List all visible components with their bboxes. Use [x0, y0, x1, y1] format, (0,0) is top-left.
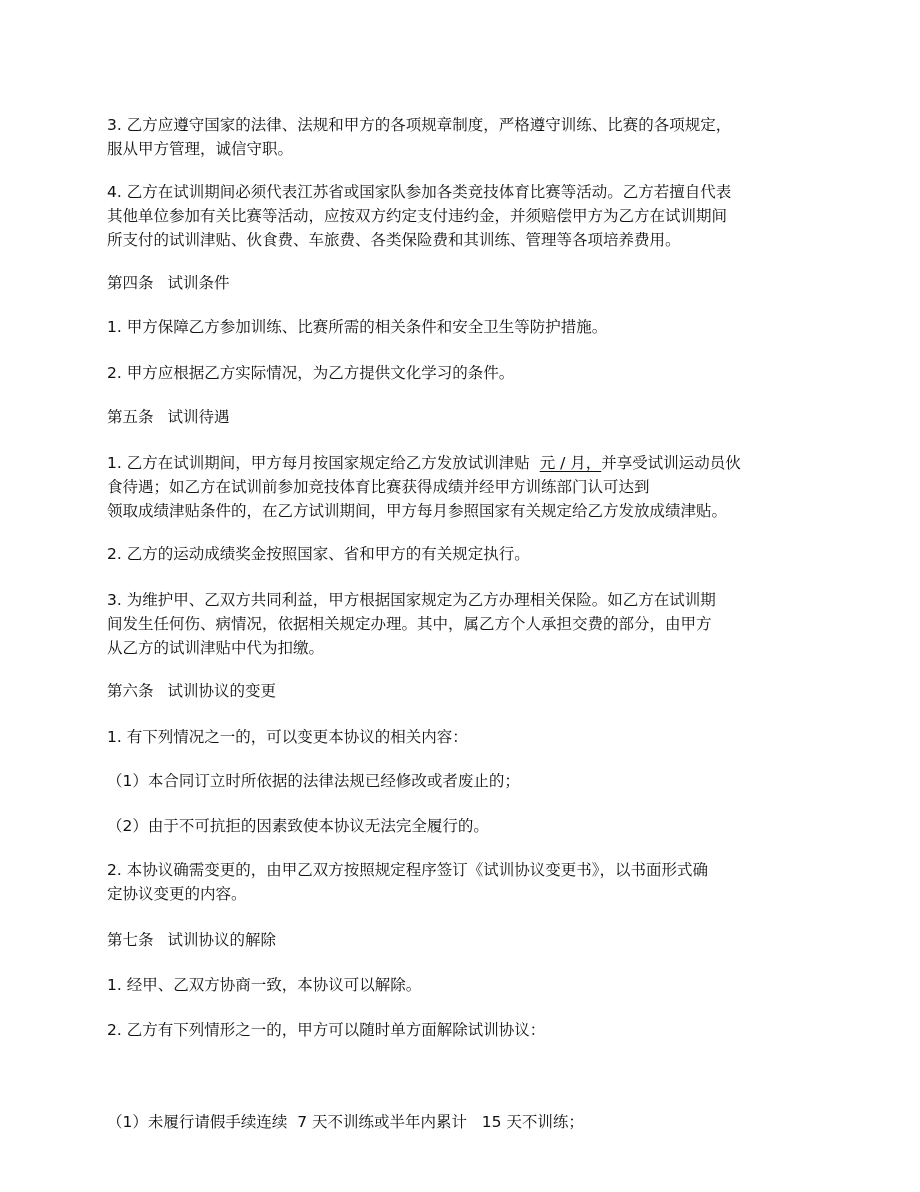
text-line	[107, 451, 807, 475]
text-line: 所支付的试训津贴、伙食费、车旅费、各类保险费和其训练、管理等各项培养费用。	[107, 231, 681, 249]
article-title: 试训协议的变更	[167, 682, 277, 700]
article-7-heading	[107, 928, 276, 952]
article-number: 第四条	[107, 274, 154, 292]
article-5-heading	[107, 405, 230, 429]
text-line: 1. 甲方保障乙方参加训练、比赛所需的相关条件和安全卫生等防护措施。	[107, 318, 608, 336]
clause-5-3	[107, 588, 807, 660]
text-line: 领取成绩津贴条件的，在乙方试训期间，甲方每月参照国家有关规定给乙方发放成绩津贴。	[107, 502, 728, 520]
clause-4-2	[107, 361, 807, 385]
article-number: 第五条	[107, 408, 154, 426]
text-segment: 1. 乙方在试训期间，甲方每月按国家规定给乙方发放试训津贴	[107, 454, 530, 472]
text-line: （1）本合同订立时所依据的法律法规已经修改或者废止的；	[107, 772, 520, 790]
clause-7-2-1	[107, 1062, 807, 1182]
clause-5-1	[107, 451, 807, 523]
article-number: 第七条	[107, 931, 154, 949]
text-line: 2. 乙方的运动成绩奖金按照国家、省和甲方的有关规定执行。	[107, 545, 530, 563]
article-6-heading	[107, 679, 276, 703]
text-line: 4. 乙方在试训期间必须代表江苏省或国家队参加各类竞技体育比赛等活动。乙方若擅自代表	[107, 183, 732, 201]
clause-6-1-1	[107, 769, 807, 793]
text-line: （1）未履行请假手续连续 7 天不训练或半年内累计 15 天不训练；	[107, 1113, 584, 1131]
text-line: 1. 经甲、乙双方协商一致，本协议可以解除。	[107, 976, 422, 994]
clause-7-1	[107, 973, 807, 997]
article-number: 第六条	[107, 682, 154, 700]
text-line: 其他单位参加有关比赛等活动，应按双方约定支付违约金，并须赔偿甲方为乙方在试训期间	[107, 207, 728, 225]
article-4-heading	[107, 271, 230, 295]
text-line: 间发生任何伤、病情况，依据相关规定办理。其中，属乙方个人承担交费的部分，由甲方	[107, 615, 712, 633]
text-line: 从乙方的试训津贴中代为扣缴。	[107, 639, 325, 657]
text-line: 3. 为维护甲、乙双方共同利益，甲方根据国家规定为乙方办理相关保险。如乙方在试训期	[107, 591, 716, 609]
article-title: 试训条件	[167, 274, 230, 292]
article-title: 试训待遇	[167, 408, 230, 426]
clause-3-4	[107, 180, 807, 252]
clause-6-2	[107, 858, 807, 906]
underlined-amount: 元 / 月，	[539, 454, 602, 472]
text-line: 服从甲方管理，诚信守职。	[107, 140, 294, 158]
text-line: （2）由于不可抗拒的因素致使本协议无法完全履行的。	[107, 817, 489, 835]
text-line: 2. 本协议确需变更的，由甲乙双方按照规定程序签订《试训协议变更书》，以书面形式确	[107, 861, 708, 879]
text-line: 3. 乙方应遵守国家的法律、法规和甲方的各项规章制度，严格遵守训练、比赛的各项规定，	[107, 116, 732, 134]
clause-6-1-2	[107, 814, 807, 838]
clause-7-2	[107, 1018, 807, 1042]
text-line: 定协议变更的内容。	[107, 885, 247, 903]
clause-3-3	[107, 113, 807, 161]
text-line: 2. 乙方有下列情形之一的，甲方可以随时单方面解除试训协议：	[107, 1021, 546, 1039]
text-line: 1. 有下列情况之一的，可以变更本协议的相关内容：	[107, 728, 468, 746]
clause-5-2	[107, 542, 807, 566]
article-title: 试训协议的解除	[167, 931, 277, 949]
text-line: 2. 甲方应根据乙方实际情况，为乙方提供文化学习的条件。	[107, 364, 515, 382]
text-line: 食待遇；如乙方在试训前参加竞技体育比赛获得成绩并经甲方训练部门认可达到	[107, 478, 650, 496]
clause-4-1	[107, 315, 807, 339]
clause-6-1	[107, 725, 807, 749]
text-segment: 并享受试训运动员伙	[601, 454, 741, 472]
